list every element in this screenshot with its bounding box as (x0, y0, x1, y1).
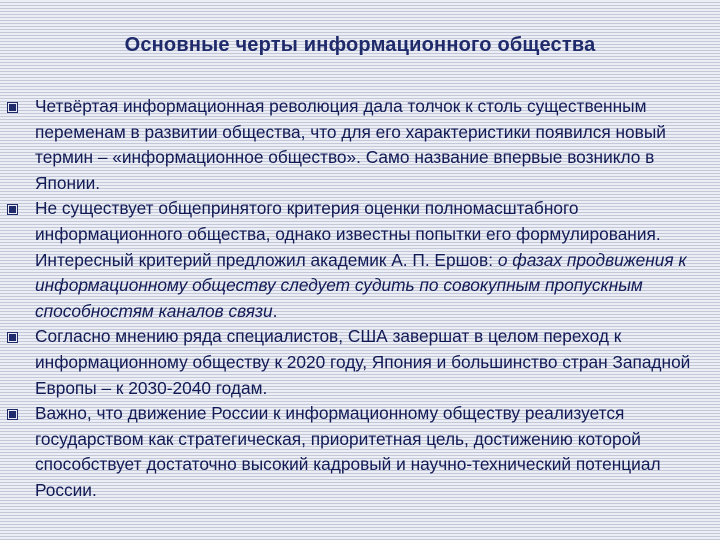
bullet-text (35, 198, 687, 320)
bullet-text-tail: . (272, 300, 278, 321)
square-bullet-icon (8, 333, 17, 342)
square-bullet-icon (8, 205, 17, 214)
bullet-list (8, 94, 714, 504)
bullet-text-plain: Не существует общепринятого критерия оценки полномасштабного информационного общества, однако известны попытки его формулирования. Интересный критерий предложил академик А. П. Ершов: (35, 198, 661, 270)
bullet-item (8, 324, 714, 401)
square-bullet-icon (8, 410, 17, 419)
bullet-text-italic: о фазах продвижения к информационному обществу следует судить по совокупным пропускным способностям каналов связи (35, 249, 687, 321)
slide-title: Основные черты информационного общества (124, 34, 596, 56)
bullet-item (8, 196, 714, 324)
bullet-item (8, 401, 714, 503)
bullet-text: Согласно мнению ряда специалистов, США завершат в целом переход к информационному обществу к 2020 году, Япония и большинство стран Западной Европы – к 2030-2040 годам. (35, 326, 691, 398)
bullet-item (8, 94, 714, 196)
square-bullet-icon (8, 103, 17, 112)
bullet-text: Четвёртая информационная революция дала толчок к столь существенным переменам в развитии общества, что для его характеристики появился новый термин – «информационное общество». Само название впервые возникло в Японии. (35, 96, 666, 193)
bullet-text: Важно, что движение России к информационному обществу реализуется государством как стратегическая, приоритетная цель, достижению которой способствует достаточно высокий кадровый и научно-технический потенциал России. (35, 403, 661, 500)
